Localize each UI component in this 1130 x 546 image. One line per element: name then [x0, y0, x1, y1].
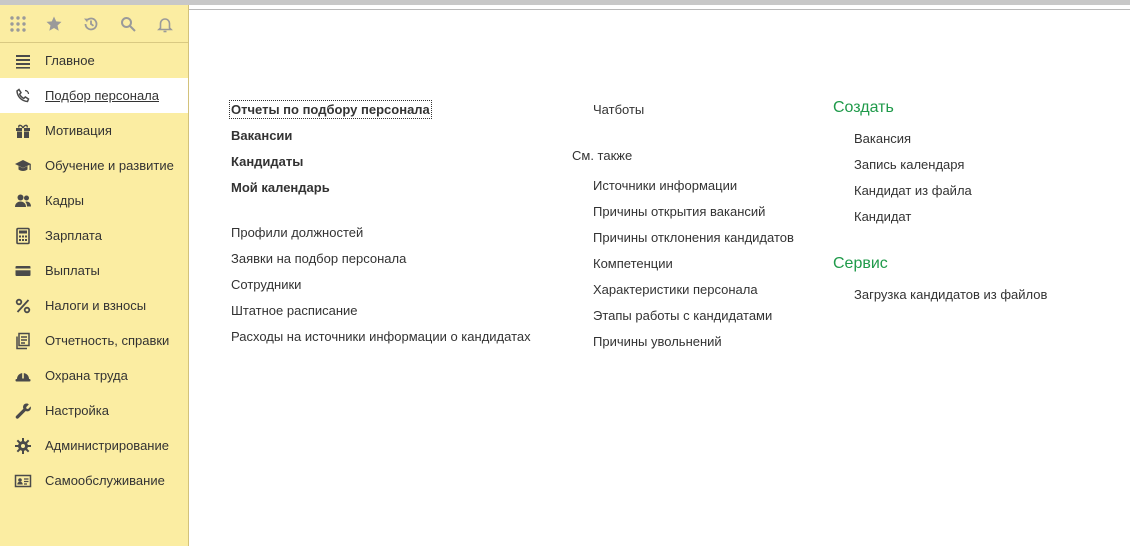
sidebar-item-salary[interactable]: [0, 218, 188, 253]
sidebar-item-taxes[interactable]: [0, 288, 188, 323]
link-recruitment-reports[interactable]: Отчеты по подбору персонала: [231, 102, 430, 117]
sidebar-item-training[interactable]: [0, 148, 188, 183]
load-candidates-from-files-link[interactable]: Загрузка кандидатов из файлов: [854, 287, 1048, 302]
link-dismissal-reasons[interactable]: Причины увольнений: [593, 334, 722, 349]
sidebar-item-recruitment[interactable]: [0, 78, 188, 113]
sidebar-item-label: Отчетность, справки: [45, 333, 170, 348]
create-calendar-entry-link[interactable]: Запись календаря: [854, 157, 965, 172]
menu-lines-icon: [14, 52, 32, 70]
sidebar-item-selfservice[interactable]: [0, 463, 188, 498]
sidebar-item-label: Главное: [45, 53, 95, 68]
create-candidate-link[interactable]: Кандидат: [854, 209, 912, 224]
link-info-sources[interactable]: Источники информации: [593, 178, 738, 193]
link-recruitment-requests[interactable]: Заявки на подбор персонала: [231, 251, 407, 266]
sidebar-item-reports[interactable]: [0, 323, 188, 358]
sidebar-item-label: Самообслуживание: [45, 473, 165, 488]
link-candidate-source-expenses[interactable]: Расходы на источники информации о кандидатах: [231, 329, 531, 344]
star-icon[interactable]: [45, 15, 63, 33]
sidebar-item-label: Мотивация: [45, 123, 112, 138]
service-heading: Сервис: [833, 255, 888, 272]
link-staffing-table[interactable]: Штатное расписание: [231, 303, 358, 318]
create-vacancy-link[interactable]: Вакансия: [854, 131, 912, 146]
link-vacancy-open-reasons[interactable]: Причины открытия вакансий: [593, 204, 766, 219]
sidebar-item-label: Зарплата: [45, 228, 102, 243]
link-competencies[interactable]: Компетенции: [593, 256, 673, 271]
sidebar-item-label: Охрана труда: [45, 368, 128, 383]
sidebar-item-label: Настройка: [45, 403, 109, 418]
link-vacancies[interactable]: Вакансии: [231, 128, 293, 143]
sidebar-item-settings[interactable]: [0, 393, 188, 428]
quick-access-bar: [0, 5, 188, 43]
helmet-icon: [14, 367, 32, 385]
sidebar-item-label: Администрирование: [45, 438, 169, 453]
gift-icon: [14, 122, 32, 140]
sidebar-nav: [0, 43, 188, 498]
people-icon: [14, 192, 32, 210]
apps-grid-icon[interactable]: [9, 15, 27, 33]
sidebar-item-label: Налоги и взносы: [45, 298, 147, 313]
history-icon[interactable]: [82, 15, 100, 33]
sidebar-item-payments[interactable]: [0, 253, 188, 288]
sidebar-item-label: Подбор персонала: [45, 88, 159, 103]
sidebar-item-label: Кадры: [45, 193, 84, 208]
sidebar-item-label: Обучение и развитие: [45, 158, 174, 173]
sidebar: [0, 5, 189, 546]
search-icon[interactable]: [119, 15, 137, 33]
create-heading: Создать: [833, 99, 894, 116]
link-position-profiles[interactable]: Профили должностей: [231, 225, 364, 240]
link-employees[interactable]: Сотрудники: [231, 277, 302, 292]
sidebar-item-safety[interactable]: [0, 358, 188, 393]
sidebar-item-label: Выплаты: [45, 263, 100, 278]
link-my-calendar[interactable]: Мой календарь: [231, 180, 330, 195]
phone-handset-icon: [14, 87, 32, 105]
main-content: [190, 10, 1130, 546]
create-candidate-from-file-link[interactable]: Кандидат из файла: [854, 183, 972, 198]
sidebar-item-personnel[interactable]: [0, 183, 188, 218]
sidebar-item-motivation[interactable]: [0, 113, 188, 148]
see-also-label: См. также: [572, 148, 633, 163]
sidebar-item-main[interactable]: [0, 43, 188, 78]
documents-icon: [14, 332, 32, 350]
sidebar-item-administration[interactable]: [0, 428, 188, 463]
graduation-cap-icon: [14, 157, 32, 175]
link-personnel-characteristics[interactable]: Характеристики персонала: [593, 282, 758, 297]
link-candidates[interactable]: Кандидаты: [231, 154, 304, 169]
credit-card-icon: [14, 262, 32, 280]
link-chatbots[interactable]: Чатботы: [593, 102, 645, 117]
percent-icon: [14, 297, 32, 315]
wrench-icon: [14, 402, 32, 420]
id-card-icon: [14, 472, 32, 490]
calculator-icon: [14, 227, 32, 245]
gear-icon: [14, 437, 32, 455]
link-candidate-reject-reasons[interactable]: Причины отклонения кандидатов: [593, 230, 794, 245]
bell-icon[interactable]: [156, 15, 174, 33]
link-candidate-stages[interactable]: Этапы работы с кандидатами: [593, 308, 773, 323]
